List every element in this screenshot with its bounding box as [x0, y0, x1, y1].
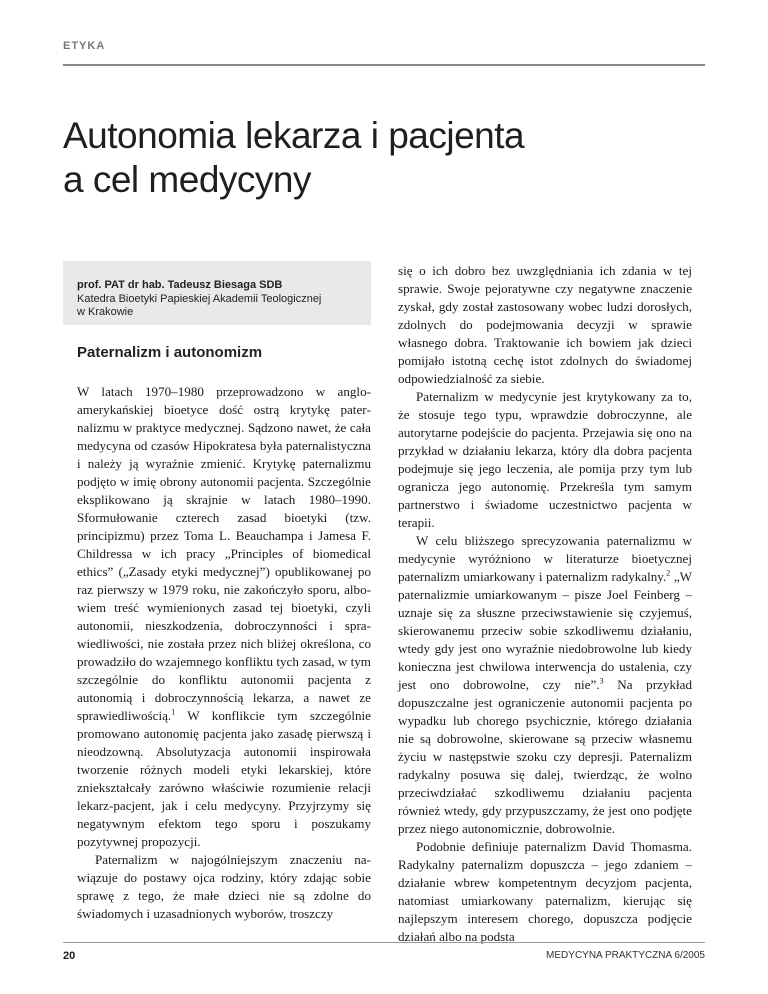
right-column-text: [398, 262, 692, 946]
bottom-rule: [63, 942, 705, 943]
title-line-2: a cel medycyny: [63, 159, 311, 200]
paragraph: Paternalizm w medycynie jest krytykowany za to, że stosuje tego typu, wprawdzie dobroczynne, ale autorytarne podejście do pacjenta. Przejawia się ono na przykład w działaniu lekarza, który dla dobra pacjenta podejmuje się jego leczenia, ale pomija przy tym lub ogranicza jego autonomię. Przekreśla tym samym partnerstwo i świadome uczestnictwo pacjenta w terapii.: [398, 389, 692, 530]
footnote-ref: 1: [171, 707, 176, 717]
footnote-ref: 3: [599, 676, 604, 686]
journal-name: MEDYCYNA PRAKTYCZNA 6/2005: [546, 950, 705, 961]
section-label: ETYKA: [63, 40, 106, 52]
affiliation-line-1: Katedra Bioetyki Papieskiej Akademii Teologicznej: [77, 293, 322, 305]
title-line-1: Autonomia lekarza i pacjenta: [63, 115, 525, 156]
author-affiliation: [77, 293, 367, 319]
paragraph-text: „W paternalizmie umiarkowanym – pisze Joel Feinberg – uznaje się za słuszne przeciwstawienie się czyjemuś, skierowanemu przeciw sobie szkodliwemu działaniu, wtedy gdy jest ono wyraźnie niedobrowolne lub kiedy konieczna jest chwilowa interwencja do ustalenia, czy jest ono dobrowolne, czy nie”.: [398, 569, 692, 692]
author-name: prof. PAT dr hab. Tadeusz Biesaga SDB: [77, 279, 283, 291]
paragraph: [398, 532, 692, 838]
section-heading: Paternalizm i autonomizm: [77, 344, 263, 361]
article-title: [63, 114, 683, 202]
paragraph-text: W latach 1970–1980 przeprowadzono w angloamerykańskiej bioetyce dość ostrą krytykę paternalizmu w praktyce medycznej. Sądzono nawet, że cała medycyna od czasów Hipokratesa była paternalistyczna i należy ją wyraźnie zmienić. Krytykę paternalizmu podjęto w imię obrony autonomii pacjenta. Szczególnie eksplikowano ją skrajnie w latach 1980–1990. Sformułowanie czterech zasad bioetyki (tzw. principizmu) przez Toma L. Beauchampa i Jamesa F. Childressa w ich pracy „Principles of biomedical ethics” („Zasady etyki medycznej”) opublikowanej po raz pierwszy w 1979 roku, nie zakończyło sporu, albowiem treść wymienionych zasad tej bioetyki, czyli autonomii, nieszkodzenia, dobroczynności i sprawiedliwości, nie została przez nich bliżej określona, co prowadziło do wzajemnego konfliktu tych zasad, w tym szczególnie do konfliktu autonomii pacjenta z autonomią i dobroczynnością lekarza, a nawet ze sprawiedliwością.: [77, 384, 371, 723]
author-box: [63, 261, 371, 325]
top-rule: [63, 64, 705, 66]
paragraph-text: Na przykład dopuszczalne jest ograniczenie autonomii pacjenta po wypadku lub chorego psychicznie, którego działania nie są dobrowolne, skierowane są przeciw własnemu życiu w następstwie szoku czy depresji. Paternalizm radykalny posuwa się dalej, twierdząc, że wolno przeciwdziałać szkodliwemu działaniu pacjenta również wtedy, gdy przypuszczamy, że jest ono podjęte przez niego autonomicznie, dobrowolnie.: [398, 677, 692, 836]
affiliation-line-2: w Krakowie: [77, 306, 134, 318]
paragraph: się o ich dobro bez uwzględniania ich zdania w tej sprawie. Swoje pejoratywne czy negatywne znaczenie zyskał, gdy został zastosowany wobec ludzi dorosłych, zdolnych do podejmowania decyzji w sprawie własnego dobra. Traktowanie ich bowiem jak dzieci pomijało istotną cechę istot zdolnych do świadomej odpowiedzialność za siebie.: [398, 263, 692, 386]
paragraph-text: W konflikcie tym szczególnie promowano autonomię pacjenta jako zasadę pierwszą i nieodzowną. Absolutyzacja autonomii inspirowała tworzenie różnych modeli etyki lekarskiej, które zniekształcały zarówno właściwie rozumienie relacji lekarz-pacjent, jak i celu medycyny. Przyjrzymy się negatywnym efektom tego sporu i poszukamy pozytywnej propozycji.: [77, 708, 371, 849]
paragraph: Podobnie definiuje paternalizm David Thomasma. Radykalny paternalizm dopuszcza – jego zdaniem – działanie wbrew kompetentnym decyzjom pacjenta, natomiast umiarkowany paternalizm, kierując się najlepszym interesem chorego, dopuszcza podjęcie działań albo na podsta: [398, 839, 692, 944]
paragraph: [77, 383, 371, 851]
page-number: 20: [63, 950, 76, 962]
footnote-ref: 2: [666, 568, 671, 578]
left-column-text: [77, 383, 371, 923]
paragraph-text: W celu bliższego sprecyzowania paternalizmu w medycynie wyróżniono w literaturze bioetycznej paternalizm umiarkowany i paternalizm radykalny.: [398, 533, 692, 584]
paragraph: Paternalizm w najogólniejszym znaczeniu nawiązuje do postawy ojca rodziny, który zdając sobie sprawę z tego, że małe dzieci nie są zdolne do świadomych i uzasadnionych wyborów, troszczy: [77, 852, 371, 921]
